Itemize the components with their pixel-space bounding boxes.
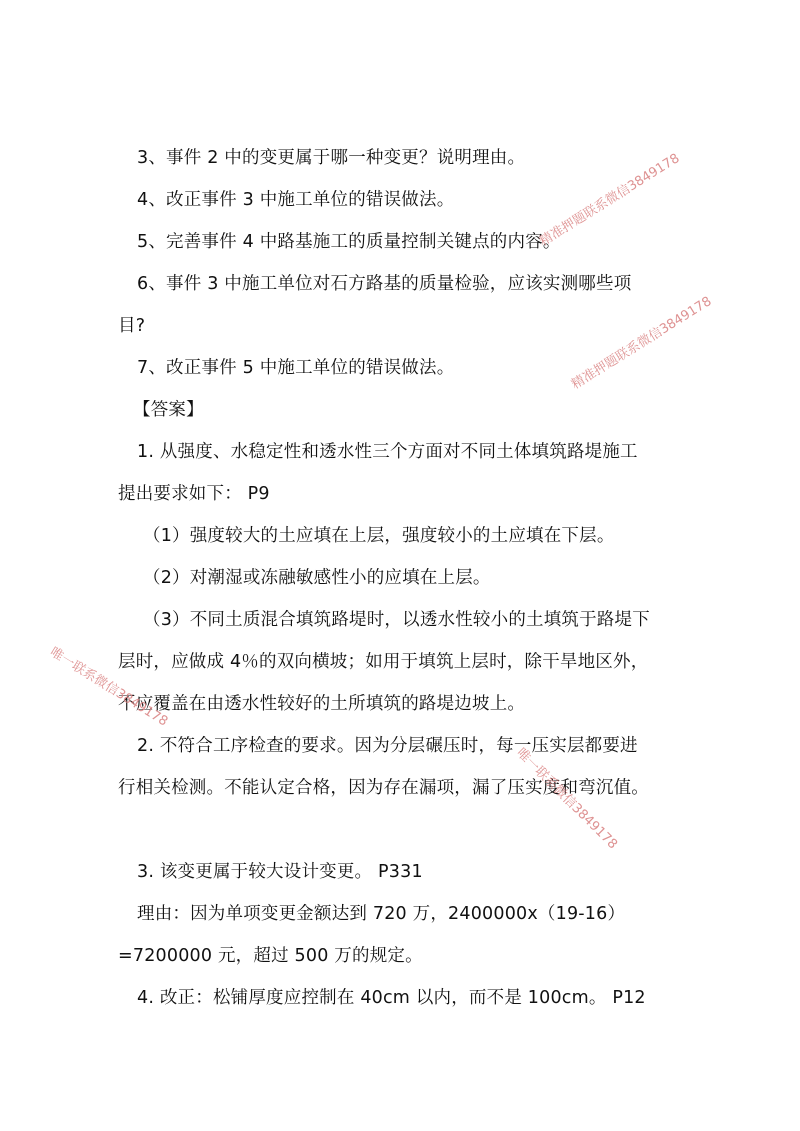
watermark-3: 唯一联系微信3849178 [46, 644, 171, 730]
answer-3-line-1: 3. 该变更属于较大设计变更。 P331 [137, 862, 423, 882]
answer-2-line-2: 行相关检测。不能认定合格，因为存在漏项，漏了压实度和弯沉值。 [118, 778, 649, 798]
question-6: 6、事件 3 中施工单位对石方路基的质量检验，应该实测哪些项 [137, 274, 632, 294]
question-6-continued: 目? [118, 316, 146, 336]
answer-3-reason: 理由：因为单项变更金额达到 720 万，2400000x（19-16） [137, 904, 626, 924]
watermark-4: 唯一联系微信3849178 [513, 745, 620, 853]
answer-1-item-3-line-3: 不应覆盖在由透水性较好的土所填筑的路堤边坡上。 [118, 694, 526, 714]
question-7: 7、改正事件 5 中施工单位的错误做法。 [137, 358, 455, 378]
answer-2-line-1: 2. 不符合工序检查的要求。因为分层碾压时，每一压实层都要进 [137, 736, 638, 756]
question-5: 5、完善事件 4 中路基施工的质量控制关键点的内容。 [137, 232, 561, 252]
answer-heading: 【答案】 [133, 400, 204, 420]
answer-1-item-2: （2）对潮湿或冻融敏感性小的应填在上层。 [143, 568, 491, 588]
answer-3-reason-line-2: =7200000 元，超过 500 万的规定。 [118, 946, 423, 966]
answer-1-line-2: 提出要求如下： P9 [118, 484, 270, 504]
answer-1-item-3-line-2: 层时，应做成 4％的双向横坡；如用于填筑上层时，除干旱地区外， [118, 652, 649, 672]
watermark-1: 精准押题联系微信3849178 [537, 151, 683, 250]
answer-1-line-1: 1. 从强度、水稳定性和透水性三个方面对不同土体填筑路堤施工 [137, 442, 638, 462]
question-3: 3、事件 2 中的变更属于哪一种变更？说明理由。 [137, 148, 526, 168]
question-4: 4、改正事件 3 中施工单位的错误做法。 [137, 190, 455, 210]
answer-1-item-1: （1）强度较大的土应填在上层，强度较小的土应填在下层。 [143, 526, 615, 546]
answer-4-line-1: 4. 改正：松铺厚度应控制在 40cm 以内，而不是 100cm。 P12 [137, 988, 646, 1008]
watermark-2: 精准押题联系微信3849178 [569, 294, 715, 393]
answer-1-item-3: （3）不同土质混合填筑路堤时，以透水性较小的土填筑于路堤下 [143, 610, 650, 630]
